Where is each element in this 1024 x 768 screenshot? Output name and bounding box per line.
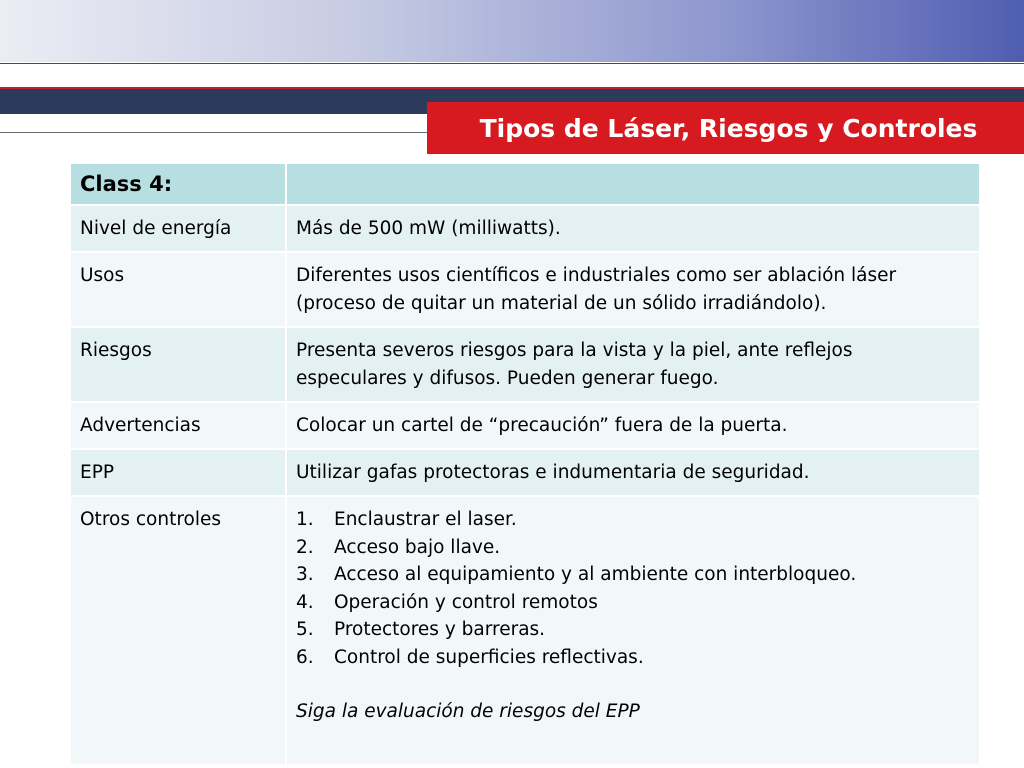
- table-row: [70, 327, 980, 402]
- class-value: [286, 163, 980, 205]
- row-value: [286, 496, 980, 765]
- table-row: [70, 496, 980, 765]
- row-label: Usos: [70, 252, 286, 327]
- row-value: Más de 500 mW (milliwatts).: [286, 205, 980, 252]
- row-label: EPP: [70, 449, 286, 496]
- row-label: Otros controles: [70, 496, 286, 765]
- title-underline: [0, 132, 430, 133]
- row-value: Utilizar gafas protectoras e indumentaria de seguridad.: [286, 449, 980, 496]
- list-item: 4. Operación y control remotos: [296, 591, 598, 613]
- class-label: Class 4:: [70, 163, 286, 205]
- list-item: 3. Acceso al equipamiento y al ambiente con interbloqueo.: [296, 564, 857, 585]
- header-gradient-band: [0, 0, 1024, 62]
- table-header-row: [70, 163, 980, 205]
- list-item: 6. Control de superficies reflectivas.: [296, 646, 644, 668]
- table-row: [70, 402, 980, 449]
- table-row: [70, 449, 980, 496]
- list-item: 2. Acceso bajo llave.: [296, 536, 501, 558]
- row-label: Nivel de energía: [70, 205, 286, 252]
- row-value: Diferentes usos científicos e industriales como ser ablación láser (proceso de quitar un material de un sólido irradiándolo).: [286, 252, 980, 327]
- controls-list: [296, 506, 969, 671]
- table-row: [70, 205, 980, 252]
- header-divider-line: [0, 63, 1024, 64]
- row-value: Presenta severos riesgos para la vista y la piel, ante reflejos especulares y difusos. Pueden generar fuego.: [286, 327, 980, 402]
- slide-title: Tipos de Láser, Riesgos y Controles: [427, 102, 1024, 154]
- laser-class-table: [69, 162, 981, 766]
- list-item: 5. Protectores y barreras.: [296, 619, 546, 640]
- list-item: 1. Enclaustrar el laser.: [296, 509, 517, 530]
- row-label: Advertencias: [70, 402, 286, 449]
- table-row: [70, 252, 980, 327]
- row-label: Riesgos: [70, 327, 286, 402]
- row-value: Colocar un cartel de “precaución” fuera de la puerta.: [286, 402, 980, 449]
- epp-note: Siga la evaluación de riesgos del EPP: [296, 701, 640, 722]
